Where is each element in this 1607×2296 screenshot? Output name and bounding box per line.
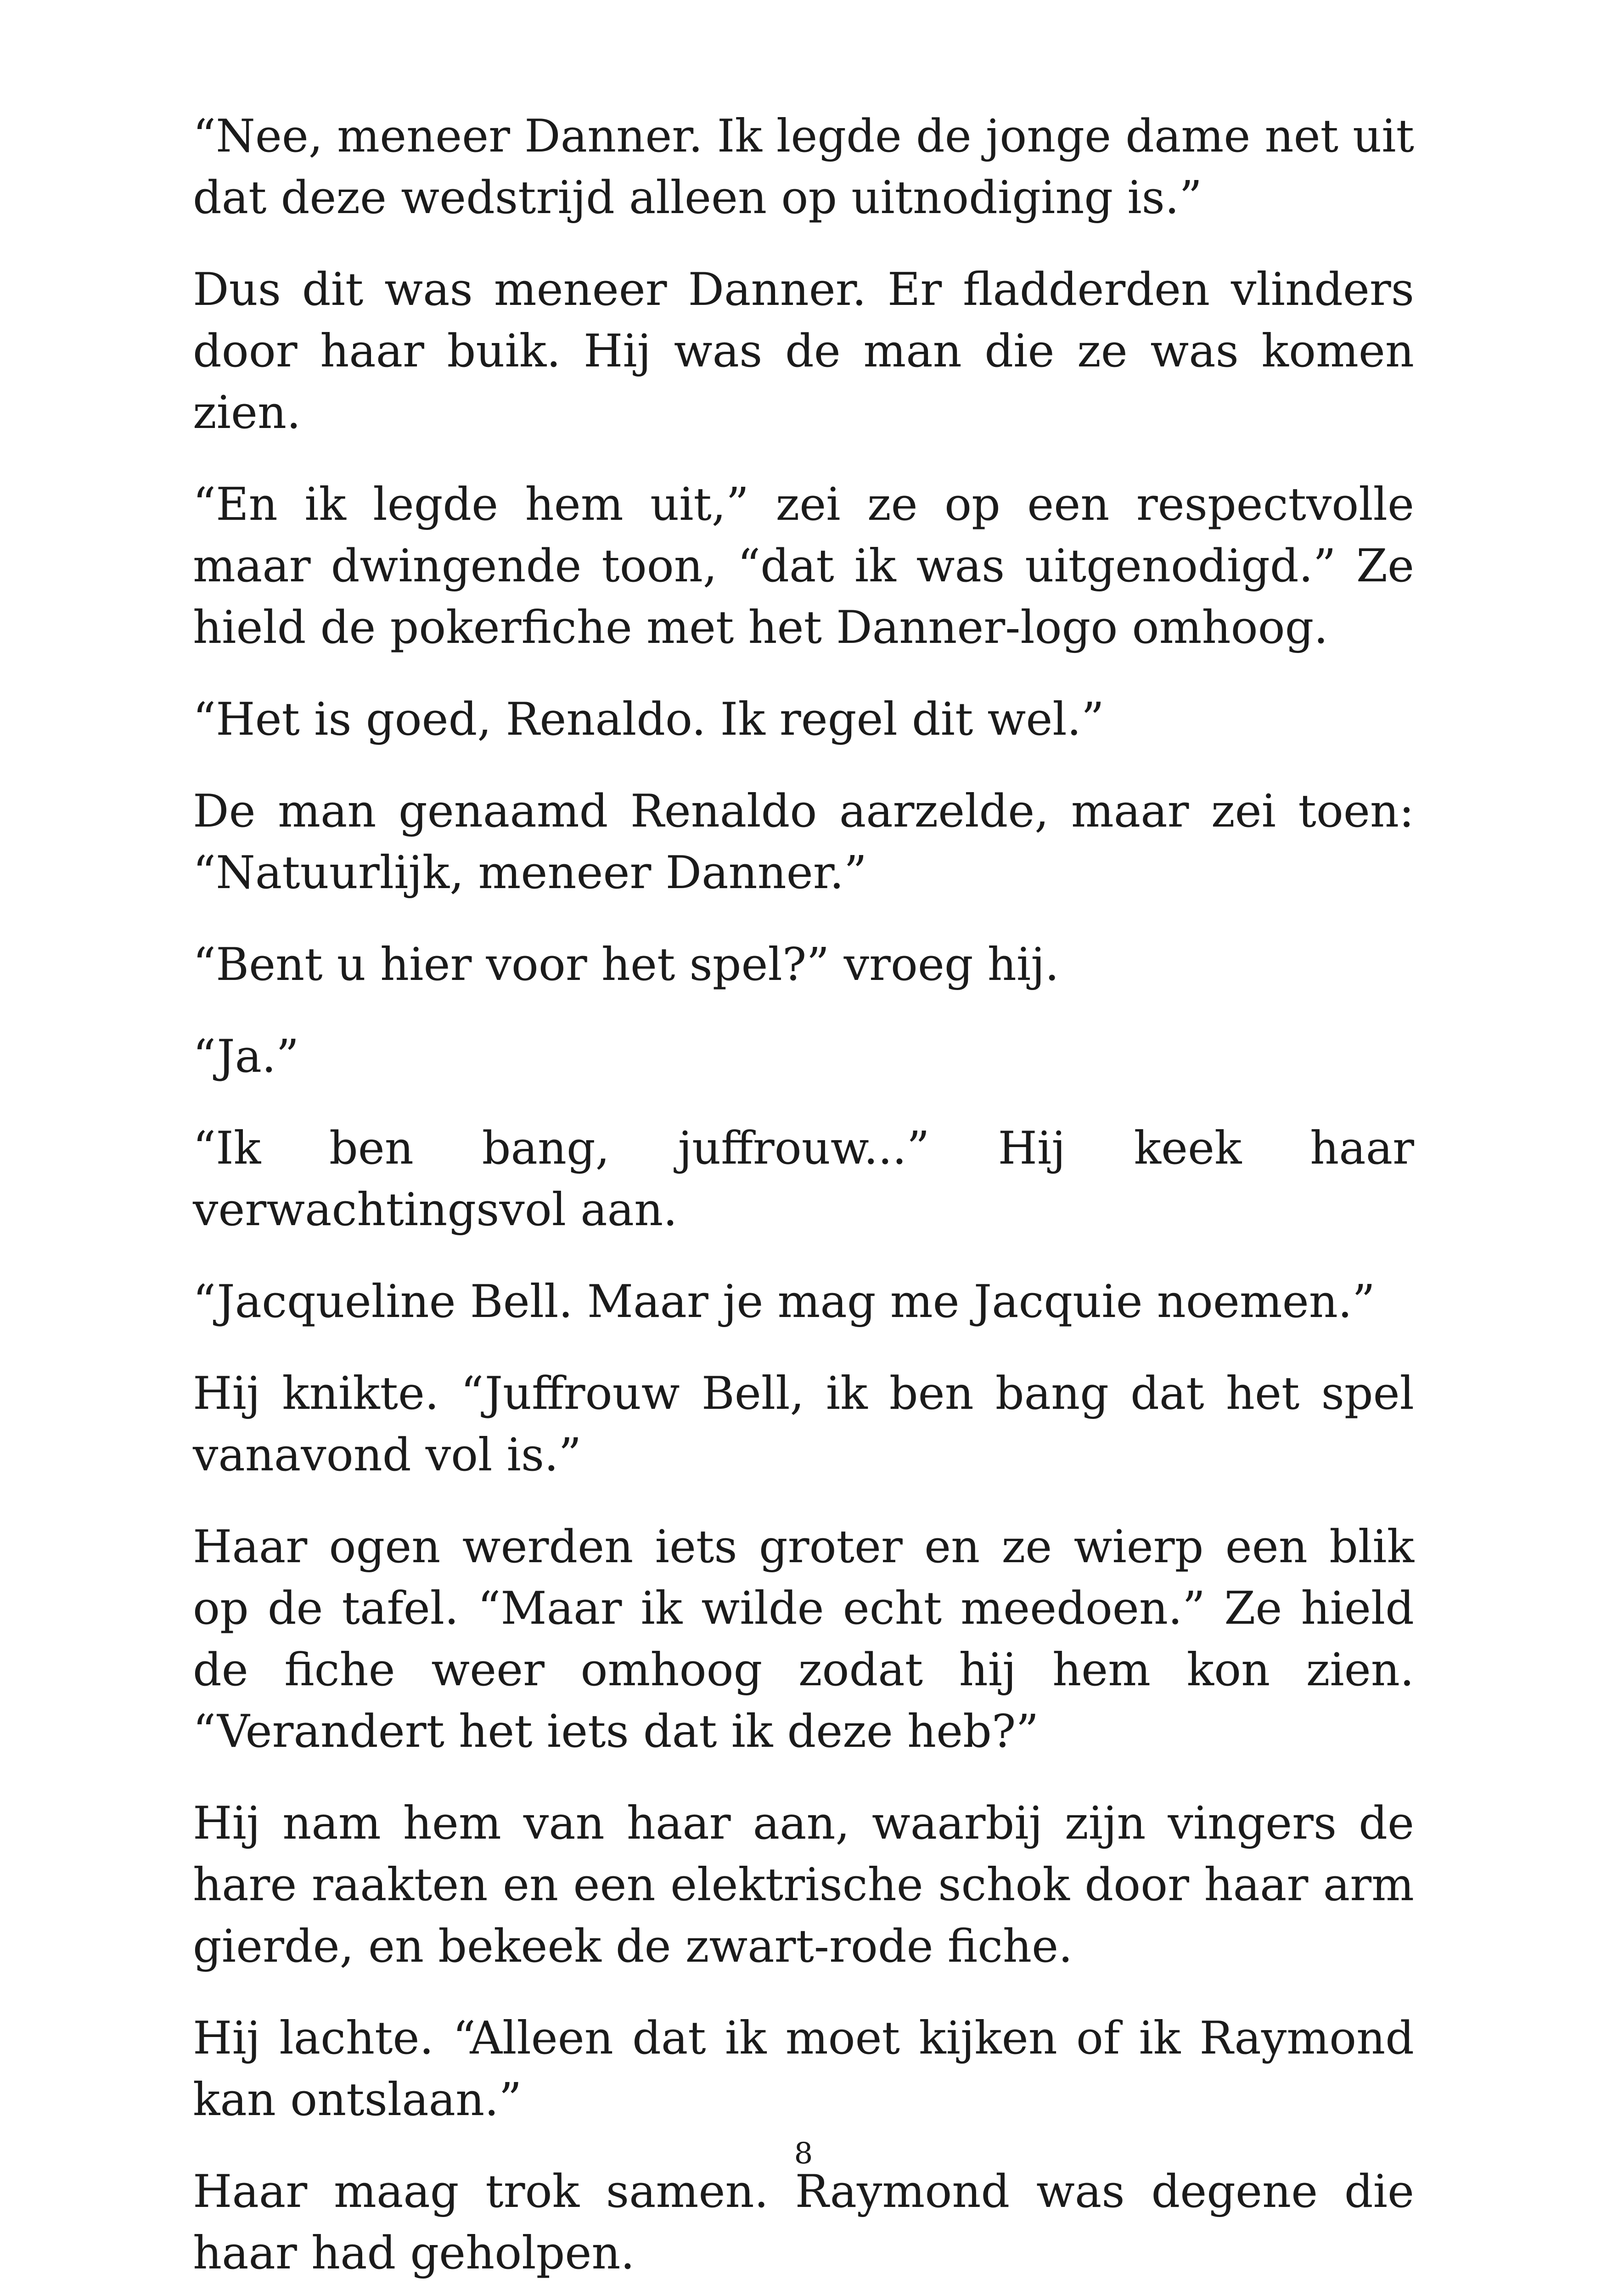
paragraph: “En ik legde hem uit,” zei ze op een respectvolle maar dwingende toon, “dat ik was uitgenodigd.” Ze hield de pokerfiche met het Danner-logo omhoog. [193,478,1414,654]
paragraph: Dus dit was meneer Danner. Er fladderden vlinders door haar buik. Hij was de man die ze was komen zien. [193,264,1414,439]
paragraph: “Jacqueline Bell. Maar je mag me Jacquie noemen.” [193,1276,1376,1328]
paragraph: “Bent u hier voor het spel?” vroeg hij. [193,939,1059,991]
body-text [193,106,1414,2296]
paragraph: De man genaamd Renaldo aarzelde, maar zei toen: “Natuurlijk, meneer Danner.” [193,785,1414,899]
paragraph: Haar ogen werden iets groter en ze wierp een blik op de tafel. “Maar ik wilde echt meedoen.” Ze hield de fiche weer omhoog zodat hij hem kon zien. “Verandert het iets dat ik deze heb?” [193,1521,1414,1758]
page-number: 8 [794,2137,813,2171]
paragraph: “Ja.” [193,1030,299,1083]
paragraph: “Nee, meneer Danner. Ik legde de jonge dame net uit dat deze wedstrijd alleen op uitnodiging is.” [193,110,1414,224]
paragraph: Hij knikte. “Juffrouw Bell, ik ben bang dat het spel vanavond vol is.” [193,1367,1414,1481]
paragraph: Hij lachte. “Alleen dat ik moet kijken of ik Raymond kan ontslaan.” [193,2012,1414,2126]
paragraph: Hij nam hem van haar aan, waarbij zijn vingers de hare raakten en een elektrische schok door haar arm gierde, en bekeek de zwart-rode fiche. [193,1797,1414,1973]
paragraph: Haar maag trok samen. Raymond was degene die haar had geholpen. [193,2166,1414,2279]
paragraph: “Ik ben bang, juffrouw...” Hij keek haar verwachtingsvol aan. [193,1122,1414,1236]
paragraph: “Het is goed, Renaldo. Ik regel dit wel.” [193,693,1105,746]
